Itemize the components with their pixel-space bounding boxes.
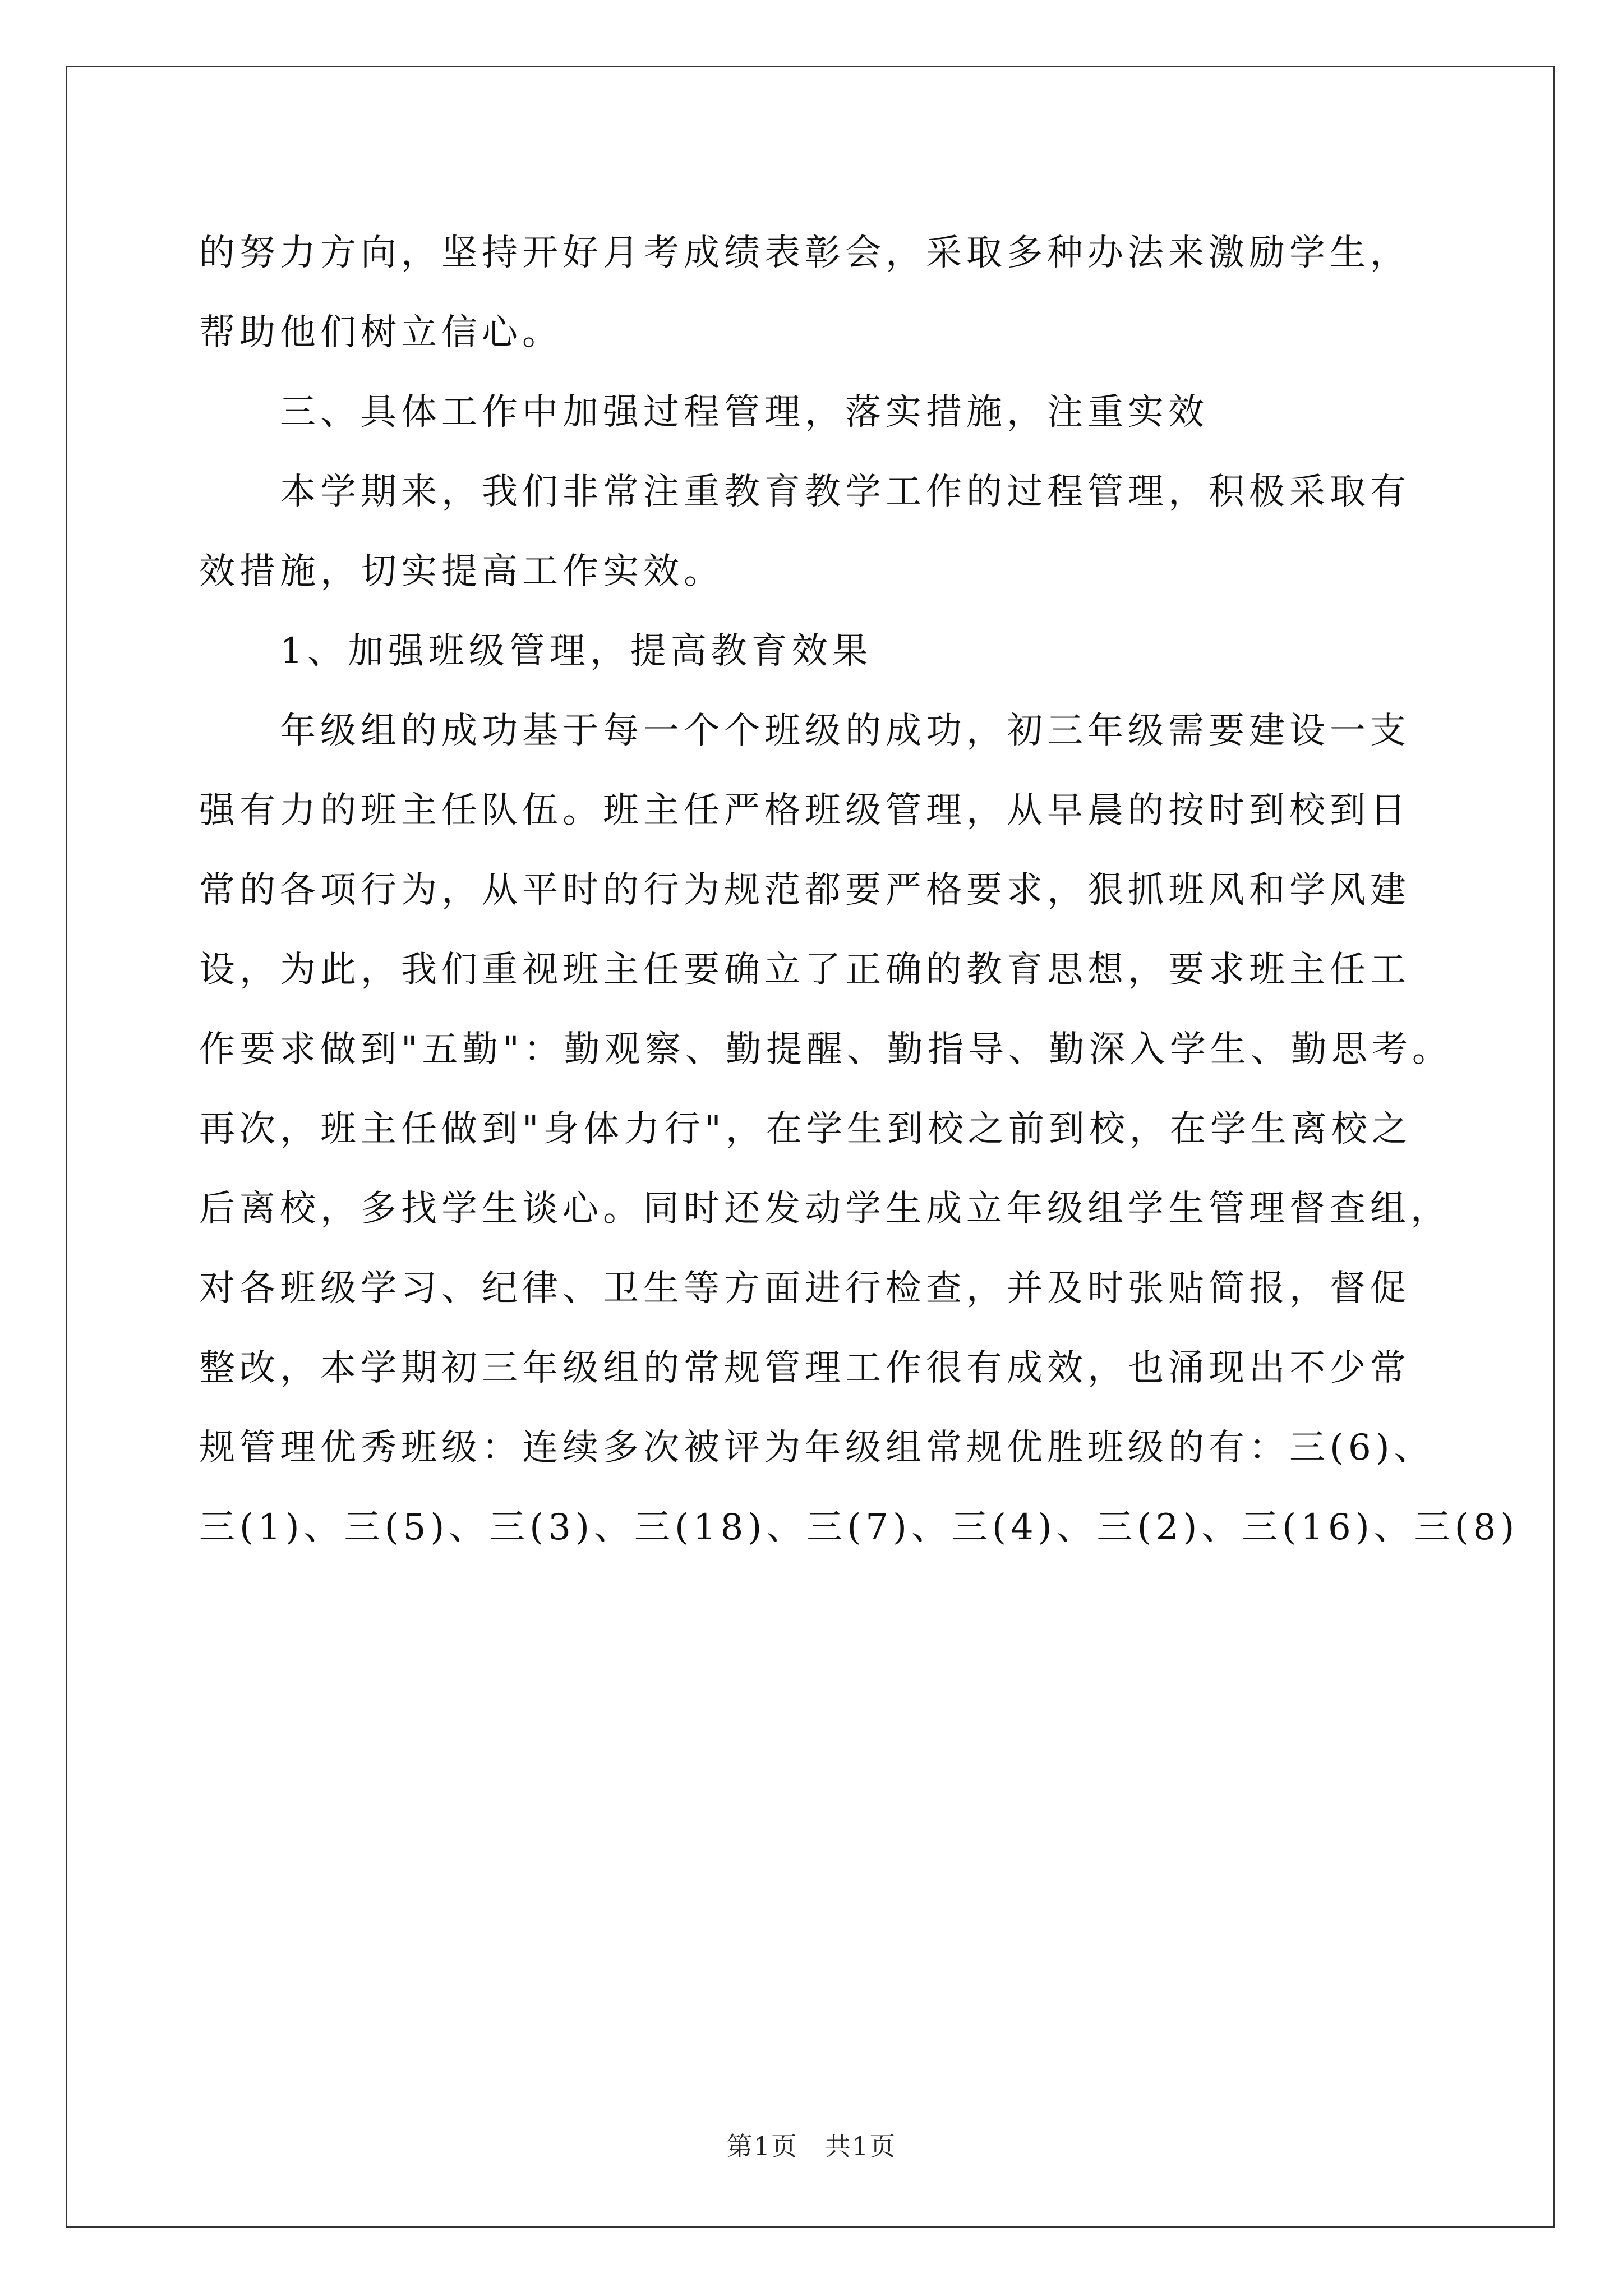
text-line: 本学期来，我们非常注重教育教学工作的过程管理，积极采取有 xyxy=(199,471,1410,513)
text-line: 作要求做到"五勤"：勤观察、勤提醒、勤指导、勤深入学生、勤思考。 xyxy=(199,1029,1453,1070)
document-body xyxy=(199,213,1519,1567)
text-line: 规管理优秀班级：连续多次被评为年级组常规优胜班级的有：三(6)、 xyxy=(199,1427,1435,1469)
section-heading: 三、具体工作中加强过程管理，落实措施，注重实效 xyxy=(199,392,1209,433)
text-line: 后离校，多找学生谈心。同时还发动学生成立年级组学生管理督查组， xyxy=(199,1188,1451,1230)
text-line: 再次，班主任做到"身体力行"，在学生到校之前到校，在学生离校之 xyxy=(199,1108,1412,1150)
text-line: 效措施，切实提高工作实效。 xyxy=(199,551,724,592)
page-number-footer: 第1页 共1页 xyxy=(726,2131,897,2161)
subsection-heading: 1、加强班级管理，提高教育效果 xyxy=(199,631,873,672)
text-line: 强有力的班主任队伍。班主任严格班级管理，从早晨的按时到校到日 xyxy=(199,790,1410,831)
text-line: 整改，本学期初三年级组的常规管理工作很有成效，也涌现出不少常 xyxy=(199,1347,1410,1389)
text-line: 三(1)、三(5)、三(3)、三(18)、三(7)、三(4)、三(2)、三(16)、三(8) xyxy=(199,1507,1519,1548)
text-line: 帮助他们树立信心。 xyxy=(199,312,562,353)
text-line: 对各班级学习、纪律、卫生等方面进行检查，并及时张贴简报，督促 xyxy=(199,1268,1410,1309)
text-line: 设，为此，我们重视班主任要确立了正确的教育思想，要求班主任工 xyxy=(199,949,1410,991)
text-line: 的努力方向，坚持开好月考成绩表彰会，采取多种办法来激励学生， xyxy=(199,232,1410,274)
text-line: 常的各项行为，从平时的行为规范都要严格要求，狠抓班风和学风建 xyxy=(199,869,1410,911)
text-line: 年级组的成功基于每一个个班级的成功，初三年级需要建设一支 xyxy=(199,710,1410,752)
